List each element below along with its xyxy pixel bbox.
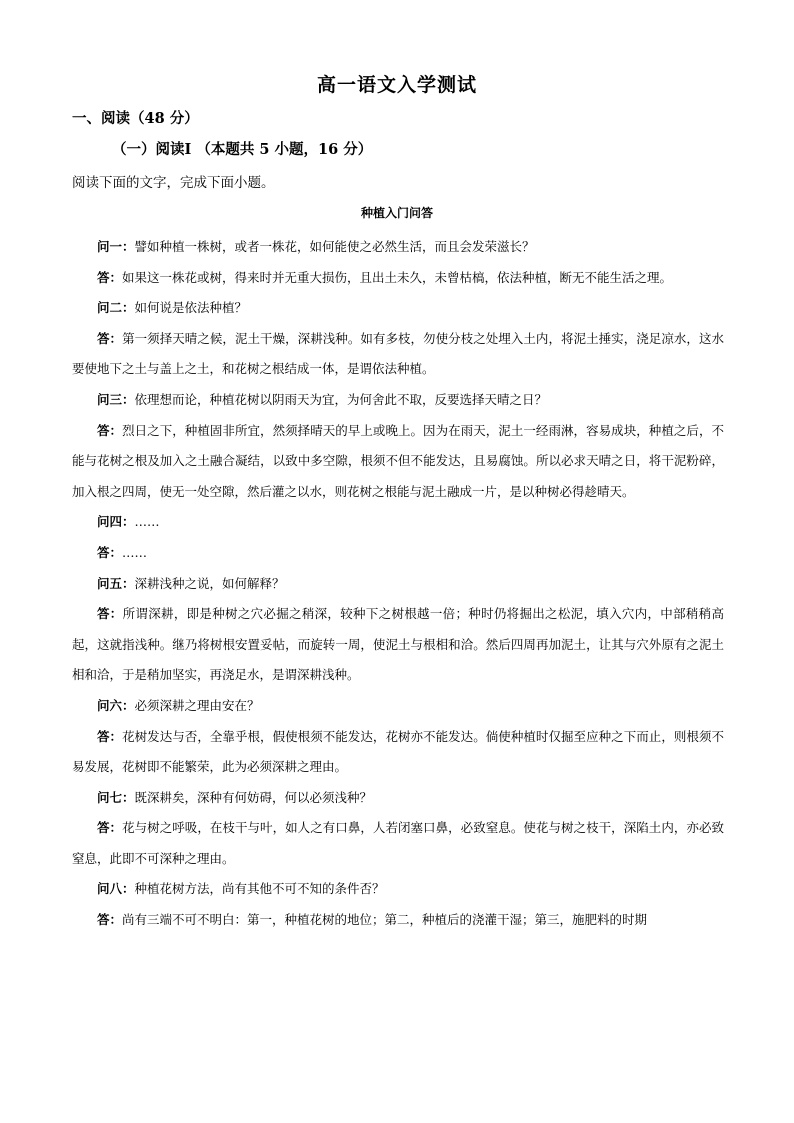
qa-paragraph [72, 813, 724, 874]
qa-text: 种植花树方法，尚有其他不可不知的条件否？ [134, 881, 385, 897]
qa-paragraph [72, 569, 724, 600]
article-title: 种植入门问答 [360, 206, 433, 220]
qa-text: 依理想而论，种植花树以阴雨天为宜，为何舍此不取，反要选择天晴之日？ [134, 391, 548, 407]
qa-text: 深耕浅种之说，如何解释？ [134, 575, 285, 591]
qa-label: 答： [97, 330, 123, 346]
qa-label: 问四： [97, 514, 135, 530]
qa-label: 答： [97, 544, 123, 560]
qa-text: 譬如种植一株树，或者一株花，如何能使之必然生活，而且会发荣滋长？ [134, 239, 535, 254]
qa-label: 答： [97, 422, 123, 438]
qa-label: 答： [97, 606, 123, 622]
qa-paragraph [72, 783, 724, 814]
qa-label: 问八： [97, 881, 135, 897]
qa-label: 答： [97, 269, 123, 285]
qa-paragraph [72, 874, 724, 905]
qa-paragraph [72, 691, 724, 722]
qa-text: …… [134, 514, 160, 530]
qa-text: 如果这一株花或树，得来时并无重大损伤，且出土未久，未曾枯槁，依法种植，断无不能生活之理。 [122, 269, 673, 285]
page-title: 高一语文入学测试 [316, 74, 477, 96]
qa-text: 必须深耕之理由安在？ [134, 697, 260, 713]
qa-text: …… [122, 544, 148, 560]
qa-label: 问五： [97, 575, 135, 591]
qa-paragraph [72, 232, 724, 263]
qa-paragraph [72, 722, 724, 783]
article-body [72, 232, 724, 936]
qa-label: 问三： [97, 391, 135, 407]
qa-label: 答： [97, 912, 123, 928]
qa-paragraph [72, 263, 724, 294]
section-heading: 一、阅读（48 分） [72, 110, 199, 127]
qa-text: 第一须择天晴之候，泥土干燥，深耕浅种。如有多枝，勿使分枝之处埋入土内，将泥土捶实，浇足凉水，这水要使地下之土与盖上之土，和花树之根结成一体，是谓依法种植。 [72, 330, 724, 377]
qa-paragraph [72, 599, 724, 691]
qa-text: 所谓深耕，即是种树之穴必掘之稍深，较种下之树根越一倍；种时仍将掘出之松泥，填入穴内，中部稍稍高起，这就指浅种。继乃将树根安置妥帖，而旋转一周，使泥土与根相和洽。然后四周再加泥土，让其与穴外原有之泥土相和洽，于是稍加坚实，再浇足水，是谓深耕浅种。 [72, 606, 724, 683]
qa-paragraph [72, 324, 724, 385]
subsection-heading: （一）阅读Ⅰ （本题共 5 小题，16 分） [112, 141, 373, 158]
qa-label: 答： [97, 728, 123, 744]
qa-paragraph [72, 385, 724, 416]
qa-paragraph [72, 416, 724, 508]
qa-text: 既深耕矣，深种有何妨碍，何以必须浅种？ [134, 789, 373, 805]
qa-text: 烈日之下，种植固非所宜，然须择晴天的早上或晚上。因为在雨天，泥土一经雨淋，容易成块，种植之后，不能与花树之根及加入之土融合凝结，以致中多空隙，根须不但不能发达，且易腐蚀。所以必求天晴之日，将干泥粉碎，加入根之四周，使无一处空隙，然后灌之以水，则花树之根能与泥土融成一片，是以种树必得趁晴天。 [72, 422, 724, 499]
qa-label: 问一： [97, 239, 135, 254]
reading-instruction: 阅读下面的文字，完成下面小题。 [72, 175, 275, 191]
qa-label: 答： [97, 820, 123, 836]
qa-paragraph [72, 507, 724, 538]
qa-paragraph [72, 905, 724, 936]
qa-text: 花与树之呼吸，在枝干与叶，如人之有口鼻，人若闭塞口鼻，必致窒息。使花与树之枝干，深陷土内，亦必致窒息，此即不可深种之理由。 [72, 820, 724, 866]
qa-label: 问七： [97, 789, 135, 805]
qa-text: 尚有三端不可不明白：第一，种植花树的地位；第二，种植后的浇灌干湿；第三，施肥料的时期 [122, 912, 648, 928]
qa-paragraph [72, 293, 724, 324]
qa-label: 问二： [97, 300, 135, 316]
qa-text: 如何说是依法种植？ [134, 300, 248, 316]
qa-text: 花树发达与否，全靠乎根，假使根须不能发达，花树亦不能发达。倘使种植时仅掘至应种之下而止，则根须不易发展，花树即不能繁荣，此为必须深耕之理由。 [72, 728, 724, 775]
qa-paragraph [72, 538, 724, 569]
qa-label: 问六： [97, 697, 135, 713]
